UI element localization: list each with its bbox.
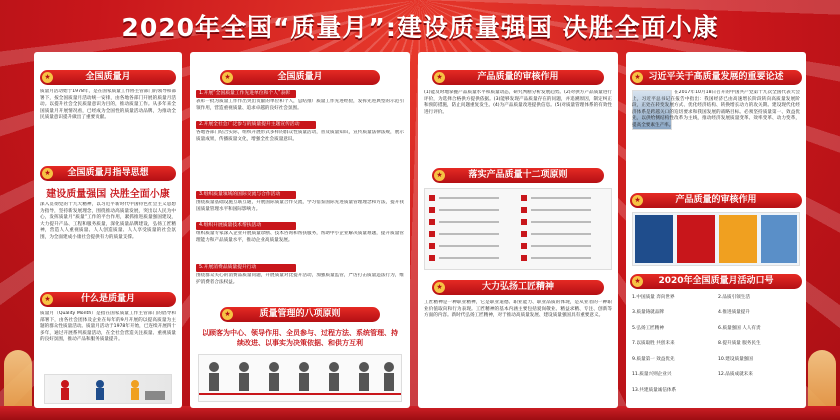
section-header-slogans: ★ 2020年全国质量月活动口号 [630, 274, 802, 289]
section-header-guiding-ideology: ★ 全国质量月指导思想 [40, 166, 176, 181]
section-header-xi-remarks: ★ 习近平关于高质量发展的重要论述 [630, 70, 802, 85]
activity-text-5: 围绕群众关心的消费品质量问题，开展质量对比提升活动，加强质量监管，严厉打击质量违法行为，维护消费者合法权益。 [196, 273, 404, 285]
eight-principles-illustrations [198, 354, 402, 402]
panel-quality-month-activities [190, 52, 410, 408]
left-building-decoration [4, 350, 32, 410]
eight-principles-text: 以顾客为中心、领导作用、全员参与、过程方法、系统管理、持续改进、以事实为决策依据、和供方互利 [202, 329, 398, 347]
slogan-item: 1.中国质量 奔向世界 [632, 295, 675, 300]
section-header-eight-principles: ★ 质量管理的八项原则 [220, 307, 380, 322]
activity-text-2: 各地各部门结合实际，组织开展形式多样的群众性质量活动，普及质量知识，宣传质量法律法规，展示质量成果，传播质量文化，增强全社会质量意识。 [196, 130, 404, 142]
party-emblem-icon: ★ [222, 309, 233, 320]
slogan-item: 10.建设质量强国 [718, 356, 753, 362]
panel-product-audit [418, 52, 618, 408]
section-header-activities: ★ 全国质量月 [220, 70, 380, 85]
slogan-item: 13.共建质量诚信体系 [632, 387, 677, 393]
product-audit-posters [632, 212, 800, 266]
activity-bar-2: 2.开展全社会广泛参与的质量提升主题宣传活动 [196, 121, 316, 129]
slogan-item: 2.品质引领生活 [718, 295, 750, 300]
what-is-quality-month-text: 质量月（Quality Month）是指在国家质量工作主管部门的倡导和部署下，由各社会团体及企业在每年的9月开展的以提高质量为主题的群众性质量活动。质量月活动于1978年开始，已连续开展四十多年，通过开展系列质量活动，在全社会营造关注质量、重视质量的良好氛围，推动产品和服务质量提升。 [40, 311, 176, 343]
activity-text-1: 表彰一批为质量工作作出突出贡献的单位和个人，总结推广质量工作先进经验，发挥先进典型的示范引领作用，营造重视质量、追求卓越的良好社会氛围。 [196, 99, 404, 111]
party-emblem-icon: ★ [434, 282, 445, 293]
section-header-product-audit-2: ★ 产品质量的审核作用 [630, 193, 802, 208]
party-emblem-icon: ★ [434, 72, 445, 83]
right-building-decoration [808, 350, 836, 410]
activity-text-4: 组织质量专家深入企业开展质量诊断、技术咨询和帮扶服务，帮助中小企业解决质量难题，提升质量管理能力和产品质量水平，推动企业高质量发展。 [196, 231, 404, 243]
slogan-item: 7.以质取胜 共创未来 [632, 341, 675, 347]
page-title: 2020年全国“质量月”:建设质量强国 决胜全面小康 [121, 13, 719, 42]
slogan-item: 5.弘扬工匠精神 [632, 325, 664, 331]
craftsman-spirit-text: 工匠精神是一种职业精神，它是职业道德、职业能力、职业品质的体现，是从业者的一种职业价值取向和行为表现。工匠精神的基本内涵主要包括爱岗敬业、精益求精、专注、创新等方面的内容。新时代弘扬工匠精神，对于推动高质量发展、建设质量强国具有重要意义。 [424, 300, 612, 319]
bottom-ribbon [0, 406, 840, 420]
slogan-list [632, 294, 800, 402]
party-emblem-icon: ★ [42, 168, 53, 179]
party-emblem-icon: ★ [42, 72, 53, 83]
section-header-twelve-principles: ★ 落实产品质量十二项原则 [432, 168, 604, 183]
activity-bar-3: 3.组织质量领域的国际交流与合作活动 [196, 191, 296, 199]
party-emblem-icon: ★ [434, 170, 445, 181]
twelve-principles-diagram [424, 188, 612, 270]
section-header-quality-month: ★ 全国质量月 [40, 70, 176, 85]
xi-remarks-text: 在2017年10月18日召开的中国共产党第十九次全国代表大会上，习近平总书记在报告中指出：我国经济已由高速增长阶段转向高质量发展阶段，正处在转变发展方式、优化经济结构、转换增长动力的攻关期。建设现代化经济体系是跨越关口的迫切要求和我国发展的战略目标。必须坚持质量第一、效益优先，以供给侧结构性改革为主线，推动经济发展质量变革、效率变革、动力变革，提高全要素生产率。 [632, 90, 800, 128]
panel-xi-remarks [626, 52, 806, 408]
activity-bar-1: 1.开展“全国质量工作先进单位和个人”表彰 [196, 90, 296, 98]
product-audit-text: (1)能及时地掌握产品质量水平和质量动态，研究判断分析发展趋势。(2)对供方产品质量进行评价，为选择合格供方提供依据。(3)能够发现产品质量存在的问题，并追溯原因，制定纠正和预防措施，防止问题重复发生。(4)为产品质量改进提供信息。(5)对质量管理体系的有效性进行评价。 [424, 90, 612, 115]
quality-month-intro-text: 质量月活动始于1978年，是在国家质量工作协主管部门的领导和部署下，按全国质量月活动统一安排，由各地各部门开展的质量月活动。以提升社会全民质量意识为目的，推动质量工作。从多年来全国质量月开展情况看，已经成为全国性的质量活动品牌，为推动全民质量意识提升做出了重要贡献。 [40, 89, 176, 121]
slogan-item: 3.质量铸就品牌 [632, 310, 664, 316]
party-emblem-icon: ★ [222, 72, 233, 83]
activity-text-3: 围绕质量基础设施互联互通，开展国际质量合作交流，学习借鉴国际先进质量管理理念和方法，提升我国质量管理水平和国际影响力。 [196, 200, 404, 212]
slogan-item: 12.品质成就未来 [718, 372, 753, 378]
party-emblem-icon: ★ [42, 294, 53, 305]
slogan-item: 6.质量强国 人人有责 [718, 325, 761, 331]
slogan-item: 4.推进质量提升 [718, 310, 750, 316]
slogan-item: 8.提升质量 服务民生 [718, 341, 761, 347]
panel-quality-month [34, 52, 182, 408]
party-emblem-icon: ★ [632, 276, 643, 287]
slogan-item: 9.质量第一 效益优先 [632, 356, 675, 362]
party-emblem-icon: ★ [632, 195, 643, 206]
guiding-ideology-text: 深入贯彻党的十九大精神，以习近平新时代中国特色社会主义思想为指导，坚持新发展理念，围绕推动高质量发展，突出以人民为中心，发挥质量月“质量”工作的平台作用，紧抓推进质量强国建设，大力提升产品、工程和服务质量，深化质量品牌建设，弘扬工匠精神，营造人人重视质量、人人创造质量、人人享受质量的社会氛围，为全面建成小康社会提供有力的质量支撑。 [40, 202, 176, 240]
activity-bar-5: 5.开展消费品质量提升行动 [196, 264, 296, 272]
worker-illustration [44, 374, 172, 404]
section-header-product-audit: ★ 产品质量的审核作用 [432, 70, 604, 85]
section-header-what-is-quality-month: ★ 什么是质量月 [40, 292, 176, 307]
activity-bar-4: 4.组织开展质量技术帮扶活动 [196, 222, 296, 230]
section-header-craftsman-spirit: ★ 大力弘扬工匠精神 [432, 280, 604, 295]
party-emblem-icon: ★ [632, 72, 643, 83]
guiding-slogan: 建设质量强国 决胜全面小康 [46, 189, 170, 200]
slogan-item: 11.质量兴则企业兴 [632, 372, 672, 378]
